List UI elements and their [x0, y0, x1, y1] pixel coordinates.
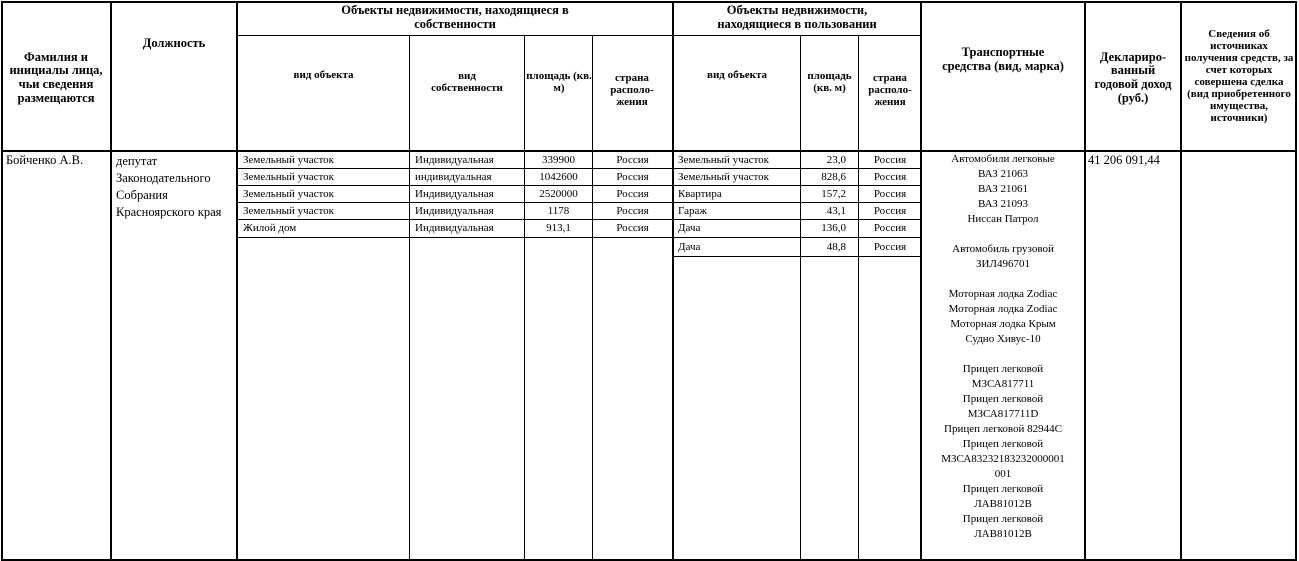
- used-area: 157,2: [821, 188, 846, 200]
- owned-type: Жилой дом: [243, 222, 297, 234]
- owned-country: Россия: [616, 205, 649, 217]
- vehicle-line: ЗИЛ496701: [976, 258, 1030, 270]
- owned-type: Земельный участок: [243, 188, 334, 200]
- vehicle-line: ВАЗ 21061: [977, 183, 1029, 195]
- header-owned-ownership: вид собственности: [431, 69, 503, 94]
- owned-country: Россия: [616, 222, 649, 234]
- vehicle-line: ЛАВ81012В: [974, 498, 1032, 510]
- vehicles-list: [922, 152, 1084, 542]
- person-income: 41 206 091,44: [1088, 153, 1160, 167]
- owned-area: 2520000: [539, 188, 578, 200]
- header-used-area: площадь (кв. м): [807, 69, 852, 94]
- owned-ownership: индивидуальная: [415, 171, 492, 183]
- vehicle-line: [922, 272, 1084, 287]
- used-row-line: [673, 256, 921, 257]
- vehicle-line: Судно Хивус-10: [965, 333, 1041, 345]
- vehicle-line: Прицеп легковой: [962, 438, 1044, 450]
- used-type: Земельный участок: [678, 171, 769, 183]
- col-line-4: [524, 35, 525, 561]
- used-area: 136,0: [821, 222, 846, 234]
- owned-row-line: [237, 237, 672, 238]
- owned-country: Россия: [616, 171, 649, 183]
- owned-type: Земельный участок: [243, 154, 334, 166]
- vehicle-line: Моторная лодка Крым: [950, 318, 1056, 330]
- vehicle-line: Моторная лодка Zodiac: [948, 288, 1058, 300]
- owned-ownership: Индивидуальная: [415, 205, 494, 217]
- header-used-country: страна располо-жения: [868, 71, 912, 109]
- header-used-group: Объекты недвижимости, находящиеся в пользовании: [717, 3, 877, 31]
- header-income: Деклариро-ванный годовой доход (руб.): [1094, 49, 1172, 105]
- used-area: 43,1: [826, 205, 846, 217]
- owned-area: 1178: [547, 205, 570, 217]
- used-country: Россия: [873, 154, 907, 166]
- col-line-8: [858, 35, 859, 561]
- vehicle-line: МЗСА817711D: [967, 408, 1039, 420]
- vehicle-line: Автомобили легковые: [951, 153, 1055, 165]
- owned-ownership: Индивидуальная: [415, 188, 494, 200]
- used-country: Россия: [873, 171, 907, 183]
- group-header-divider-owned: [237, 35, 672, 36]
- col-line-3: [409, 35, 410, 561]
- vehicle-line: ВАЗ 21063: [977, 168, 1029, 180]
- used-country: Россия: [873, 188, 907, 200]
- header-owned-country: страна располо-жения: [610, 71, 654, 109]
- owned-country: Россия: [616, 154, 649, 166]
- used-area: 23,0: [826, 154, 846, 166]
- person-position: депутат Законодательного Собрания Красноярского края: [116, 154, 222, 219]
- person-name: Бойченко А.В.: [6, 153, 84, 167]
- header-owned-type: вид объекта: [293, 68, 354, 81]
- vehicle-line: [922, 227, 1084, 242]
- vehicle-line: Прицеп легковой: [962, 363, 1044, 375]
- owned-country: Россия: [616, 188, 649, 200]
- vehicle-line: [922, 347, 1084, 362]
- header-sources: Сведения об источниках получения средств, за счет которых совершена сделка (вид приобретенного имущества, источники): [1184, 27, 1294, 125]
- header-position: Должность: [142, 36, 206, 51]
- group-header-divider-used: [673, 35, 921, 36]
- col-line-1: [110, 1, 112, 561]
- owned-area: 339900: [542, 154, 575, 166]
- col-line-7: [800, 35, 801, 561]
- used-area: 828,6: [821, 171, 846, 183]
- header-transport: Транспортные средства (вид, марка): [942, 45, 1064, 73]
- used-row-line: [673, 237, 921, 238]
- col-line-11: [1180, 1, 1182, 561]
- header-name: Фамилия и инициалы лица, чьи сведения размещаются: [9, 49, 103, 105]
- vehicle-line: ВАЗ 21093: [977, 198, 1029, 210]
- vehicle-line: МЗСА817711: [971, 378, 1035, 390]
- vehicle-line: Ниссан Патрол: [967, 213, 1039, 225]
- vehicle-line: Моторная лодка Zodiac: [948, 303, 1058, 315]
- used-type: Дача: [678, 222, 701, 234]
- header-owned-group: Объекты недвижимости, находящиеся в собственности: [341, 3, 569, 31]
- owned-type: Земельный участок: [243, 205, 334, 217]
- vehicle-line: Прицеп легковой: [962, 393, 1044, 405]
- owned-area: 913,1: [546, 222, 571, 234]
- vehicle-line: Прицеп легковой: [962, 513, 1044, 525]
- col-line-6: [672, 1, 674, 561]
- used-country: Россия: [873, 241, 907, 253]
- used-country: Россия: [873, 222, 907, 234]
- owned-type: Земельный участок: [243, 171, 334, 183]
- vehicle-line: Автомобиль грузовой: [952, 243, 1054, 255]
- used-type: Дача: [678, 241, 701, 253]
- used-area: 48,8: [826, 241, 846, 253]
- owned-ownership: Индивидуальная: [415, 154, 494, 166]
- owned-ownership: Индивидуальная: [415, 222, 494, 234]
- owned-area: 1042600: [539, 171, 578, 183]
- vehicle-line: ЛАВ81012В: [974, 528, 1032, 540]
- vehicle-line: Прицеп легковой: [962, 483, 1044, 495]
- vehicle-line: Прицеп легковой 82944C: [944, 423, 1062, 435]
- used-type: Земельный участок: [678, 154, 769, 166]
- col-line-10: [1084, 1, 1086, 561]
- col-line-5: [592, 35, 593, 561]
- header-used-type: вид объекта: [707, 68, 767, 81]
- header-owned-area: площадь (кв. м): [526, 69, 592, 94]
- used-type: Квартира: [678, 188, 722, 200]
- used-type: Гараж: [678, 205, 707, 217]
- used-country: Россия: [873, 205, 907, 217]
- vehicle-line: 001: [994, 468, 1012, 480]
- col-line-2: [236, 1, 238, 561]
- vehicle-line: МЗСА83232183232000001: [941, 453, 1065, 465]
